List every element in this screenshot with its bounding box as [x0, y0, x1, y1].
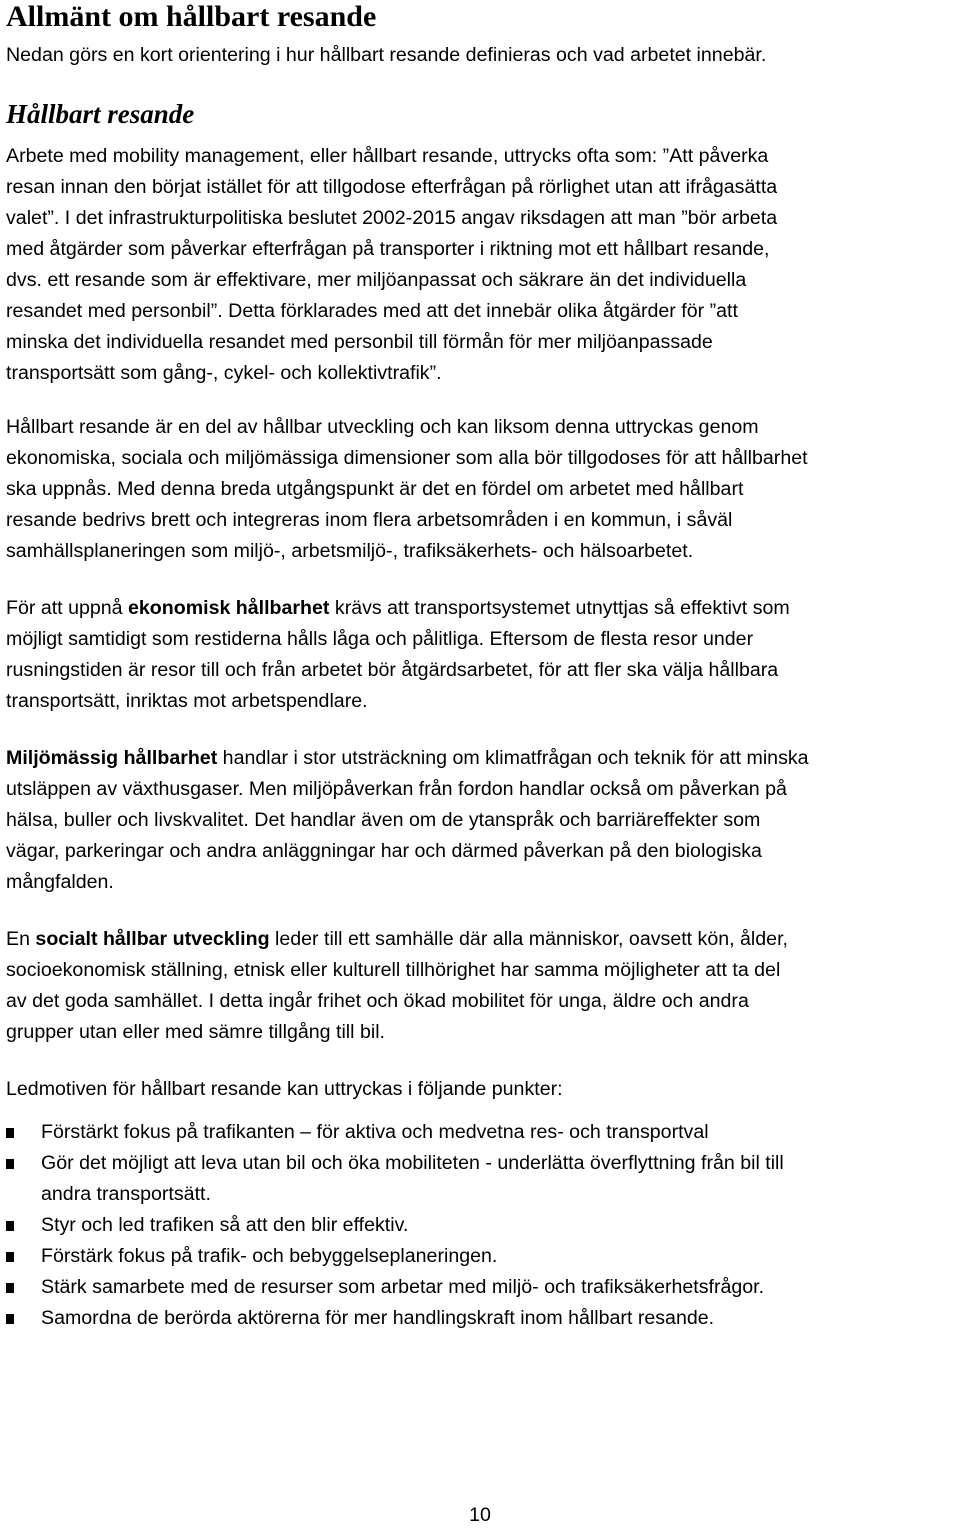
list-item-text: andra transportsätt.	[41, 1183, 211, 1205]
list-item-text: Styr och led trafiken så att den blir effektiv.	[41, 1214, 409, 1236]
list-item	[0, 1303, 960, 1334]
square-bullet-icon	[6, 1252, 14, 1262]
bold-term: ekonomisk hållbarhet	[128, 597, 330, 619]
text-line: grupper utan eller med sämre tillgång till bil.	[6, 1021, 385, 1043]
text-run: leder till ett samhälle där alla människor, oavsett kön, ålder,	[269, 928, 788, 950]
bold-term: Miljömässig hållbarhet	[6, 747, 218, 769]
text-run: För att uppnå	[6, 597, 128, 619]
square-bullet-icon	[6, 1283, 14, 1293]
text-line: av det goda samhället. I detta ingår frihet och ökad mobilitet för unga, äldre och andra	[6, 990, 749, 1012]
list-item	[0, 1241, 960, 1272]
list-item	[0, 1148, 960, 1210]
paragraph-sustainable-development	[6, 412, 958, 567]
text-line: hälsa, buller och livskvalitet. Det handlar även om de ytanspråk och barriäreffekter som	[6, 809, 761, 831]
list-item	[0, 1272, 960, 1303]
intro-paragraph: Nedan görs en kort orientering i hur hållbart resande definieras och vad arbetet innebär.	[6, 44, 767, 66]
list-item	[0, 1210, 960, 1241]
text-line: resan innan den börjat istället för att tillgodose efterfrågan på rörlighet utan att ifrågasätta	[6, 176, 778, 198]
text-line: minska det individuella resandet med personbil till förmån för mer miljöanpassade	[6, 331, 713, 353]
paragraph-social	[6, 924, 958, 1048]
paragraph-economic	[6, 593, 958, 717]
bold-term: socialt hållbar utveckling	[35, 928, 270, 950]
text-line: transportsätt som gång-, cykel- och kollektivtrafik”.	[6, 362, 442, 384]
square-bullet-icon	[6, 1159, 14, 1169]
text-run: En	[6, 928, 36, 950]
square-bullet-icon	[6, 1314, 14, 1324]
text-line: resande bedrivs brett och integreras inom flera arbetsområden i en kommun, i såväl	[6, 509, 733, 531]
list-item-text: Stärk samarbete med de resurser som arbetar med miljö- och trafiksäkerhetsfrågor.	[41, 1276, 765, 1298]
text-run: handlar i stor utsträckning om klimatfrågan och teknik för att minska	[217, 747, 809, 769]
page-number: 10	[469, 1504, 491, 1526]
list-item-text: Förstärk fokus på trafik- och bebyggelseplaneringen.	[41, 1245, 498, 1267]
text-line: socioekonomisk ställning, etnisk eller kulturell tillhörighet har samma möjligheter att ta del	[6, 959, 781, 981]
text-line: Arbete med mobility management, eller hållbart resande, uttrycks ofta som: ”Att påverka	[6, 145, 769, 167]
paragraph-motives-intro: Ledmotiven för hållbart resande kan uttryckas i följande punkter:	[6, 1078, 563, 1100]
text-line: rusningstiden är resor till och från arbetet bör åtgärdsarbetet, för att fler ska välja hållbara	[6, 659, 779, 681]
square-bullet-icon	[6, 1128, 14, 1138]
page-title: Allmänt om hållbart resande	[6, 0, 377, 33]
paragraph-definition	[6, 141, 958, 389]
list-item-text: Samordna de berörda aktörerna för mer handlingskraft inom hållbart resande.	[41, 1307, 715, 1329]
text-line	[6, 743, 958, 774]
text-line: ska uppnås. Med denna breda utgångspunkt är det en fördel om arbetet med hållbart	[6, 478, 744, 500]
text-line: mångfalden.	[6, 871, 114, 893]
list-item-text: Förstärkt fokus på trafikanten – för aktiva och medvetna res- och transportval	[41, 1121, 709, 1143]
section-heading: Hållbart resande	[6, 99, 195, 129]
text-line: dvs. ett resande som är effektivare, mer miljöanpassat och säkrare än det individuella	[6, 269, 747, 291]
text-line: ekonomiska, sociala och miljömässiga dimensioner som alla bör tillgodoses för att hållbarhet	[6, 447, 808, 469]
paragraph-environmental	[6, 743, 958, 898]
square-bullet-icon	[6, 1221, 14, 1231]
text-run: krävs att transportsystemet utnyttjas så effektivt som	[329, 597, 790, 619]
text-line: utsläppen av växthusgaser. Men miljöpåverkan från fordon handlar också om påverkan på	[6, 778, 787, 800]
text-line: med åtgärder som påverkar efterfrågan på transporter i riktning mot ett hållbart resande,	[6, 238, 770, 260]
text-line: samhällsplaneringen som miljö-, arbetsmiljö-, trafiksäkerhets- och hälsoarbetet.	[6, 540, 694, 562]
list-item	[0, 1117, 960, 1148]
text-line: vägar, parkeringar och andra anläggningar har och därmed påverkan på den biologiska	[6, 840, 762, 862]
text-line: valet”. I det infrastrukturpolitiska beslutet 2002-2015 angav riksdagen att man ”bör arbeta	[6, 207, 778, 229]
list-item-text: Gör det möjligt att leva utan bil och öka mobiliteten - underlätta överflyttning från bil till	[41, 1152, 784, 1174]
text-line: Hållbart resande är en del av hållbar utveckling och kan liksom denna uttryckas genom	[6, 416, 759, 438]
text-line: resandet med personbil”. Detta förklarades med att det innebär olika åtgärder för ”att	[6, 300, 738, 322]
motives-list	[0, 1117, 960, 1334]
text-line: möjligt samtidigt som restiderna hålls låga och pålitliga. Eftersom de flesta resor under	[6, 628, 754, 650]
text-line	[6, 924, 958, 955]
text-line	[6, 593, 958, 624]
text-line: transportsätt, inriktas mot arbetspendlare.	[6, 690, 368, 712]
